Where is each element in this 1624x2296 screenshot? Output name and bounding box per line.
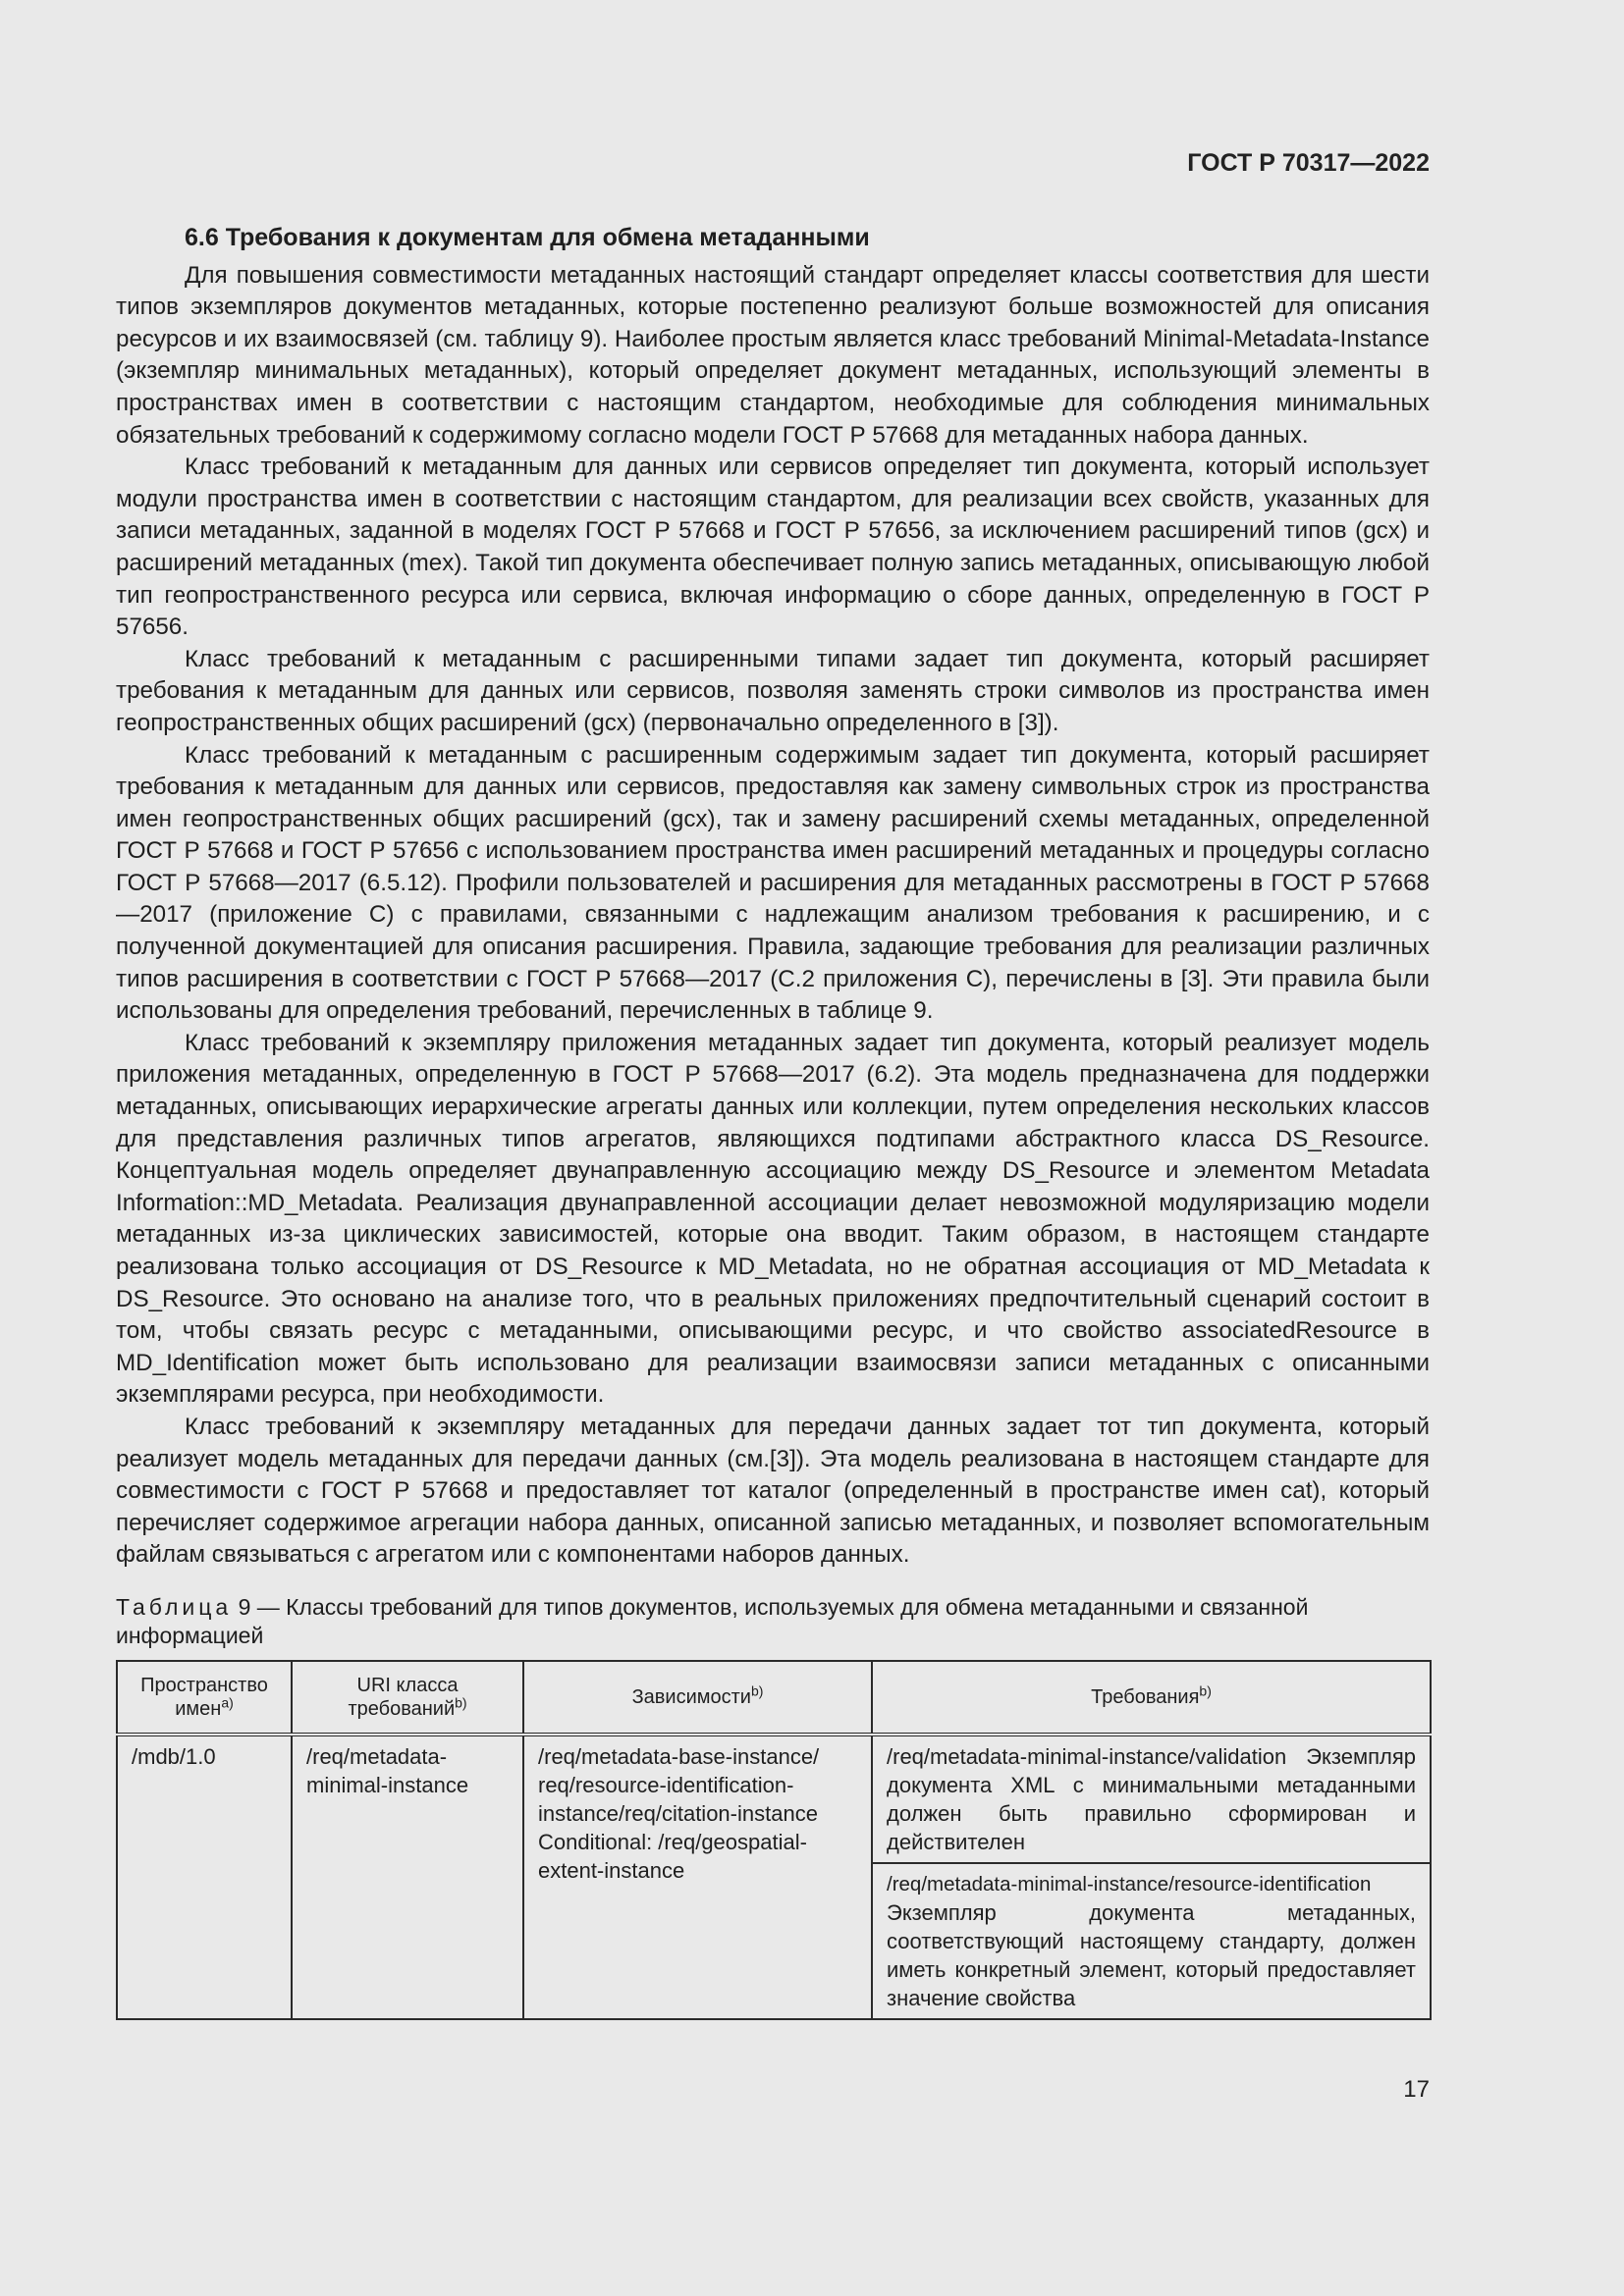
cell-requirement-resource-identification — [872, 1863, 1431, 2019]
table-caption-text: 9 — Классы требований для типов документов, используемых для обмена метаданными и связанной информацией — [116, 1593, 1309, 1648]
header-requirements: Требования$^{b)}$ — [872, 1661, 1431, 1735]
paragraph-3: Класс требований к метаданным с расширенными типами задает тип документа, который расширяет требования к метаданным для данных или сервисов, позволяя заменять строки символов из пространства имен геопространственных общих расширений (gcx) (первоначально определенного в [3]). — [116, 645, 1430, 736]
requirements-table — [116, 1660, 1432, 2020]
cell-uri: /req/metadata-minimal-instance — [292, 1735, 523, 2019]
section-title: 6.6 Требования к документам для обмена метаданными — [185, 224, 870, 251]
paragraph-5: Класс требований к экземпляру приложения метаданных задает тип документа, который реализует модель приложения метаданных, определенную в ГОСТ Р 57668—2017 (6.2). Эта модель предназначена для поддержки метаданных, описывающих иерархические агрегаты данных или коллекции, путем определения нескольких классов для представления различных типов агрегатов, являющихся подтипами абстрактного класса DS_Resource. Концептуальная модель определяет двунаправленную ассоциацию между DS_Resource и элементом Metadata Information::MD_Metadata. Реализация двунаправленной ассоциации делает невозможной модуляризацию модели метаданных из-за циклических зависимостей, которые она вводит. Таким образом, в настоящем стандарте реализована только ассоциация от DS_Resource к MD_Metadata, но не обратная ассоциация от MD_Metadata к DS_Resource. Это основано на анализе того, что в реальных приложениях предпочтительный сценарий состоит в том, чтобы связать ресурс с метаданными, описывающими ресурс, и что свойство associatedResource в MD_Identification может быть использовано для реализации взаимосвязи записи метаданных с описанными экземплярами ресурса, при необходимости. — [116, 1029, 1430, 1409]
paragraph-2: Класс требований к метаданным для данных или сервисов определяет тип документа, который использует модули пространства имен в соответствии с настоящим стандартом, для реализации всех свойств, указанных для записи метаданных, заданной в моделях ГОСТ Р 57668 и ГОСТ Р 57656, за исключением расширений типов (gcx) и расширений метаданных (mex). Такой тип документа обеспечивает полную запись метаданных, описывающую любой тип геопространственного ресурса или сервиса, включая информацию о сборе данных, определенную в ГОСТ Р 57656. — [116, 454, 1430, 641]
requirement-text: Экземпляр документа метаданных, соответствующий настоящему стандарту, должен иметь конкретный элемент, который предоставляет значение свойства — [887, 1899, 1416, 2010]
table-row — [117, 1735, 1431, 1863]
main-content — [116, 222, 1430, 2020]
cell-dependencies: /req/metadata-base-instance/ req/resource-identification-instance/req/citation-instance Conditional: /req/geospatial-extent-instance — [523, 1735, 872, 2019]
header-dependencies: Зависимости$^{b)}$ — [523, 1661, 872, 1735]
cell-namespace: /mdb/1.0 — [117, 1735, 292, 2019]
header-uri: URI класса требований$^{b)}$ — [292, 1661, 523, 1735]
standard-header: ГОСТ Р 70317—2022 — [1187, 149, 1430, 177]
requirement-path: /req/metadata-minimal-instance/resource-identification — [887, 1872, 1372, 1896]
paragraph-1: Для повышения совместимости метаданных настоящий стандарт определяет классы соответствия для шести типов экземпляров документов метаданных, которые постепенно реализуют больше возможностей для описания ресурсов и их взаимосвязей (см. таблицу 9). Наиболее простым является класс требований Minimal-Metadata-Instance (экземпляр минимальных метаданных), который определяет документ метаданных, использующий элементы в пространствах имен в соответствии с настоящим стандартом, необходимые для соблюдения минимальных обязательных требований к содержимому согласно модели ГОСТ Р 57668 для метаданных набора данных. — [116, 261, 1430, 449]
table-header-row — [117, 1661, 1431, 1735]
page-number: 17 — [1403, 2076, 1430, 2103]
paragraph-4: Класс требований к метаданным с расширенным содержимым задает тип документа, который расширяет требования к метаданным для данных или сервисов, предоставляя как замену символьных строк из пространства имен геопространственных общих расширений (gcx), так и замену расширений схемы метаданных, определенной ГОСТ Р 57668 и ГОСТ Р 57656 с использованием пространства имен расширений метаданных и процедуры согласно ГОСТ Р 57668—2017 (6.5.12). Профили пользователей и расширения для метаданных рассмотрены в ГОСТ Р 57668—2017 (приложение С) с правилами, связанными с надлежащим анализом требования к расширению, и с полученной документацией для описания расширения. Правила, задающие требования для реализации различных типов расширения в соответствии с ГОСТ Р 57668—2017 (С.2 приложения С), перечислены в [3]. Эти правила были использованы для определения требований, перечисленных в таблице 9. — [116, 741, 1430, 1025]
table-caption — [116, 1593, 1430, 1650]
paragraph-6: Класс требований к экземпляру метаданных для передачи данных задает тот тип документа, который реализует модель метаданных для передачи данных (см.[3]). Эта модель реализована в настоящем стандарте для совместимости с ГОСТ Р 57668 и предоставляет тот каталог (определенный в пространстве имен cat), который перечисляет содержимое агрегации набора данных, описанной записью метаданных, и позволяет вспомогательным файлам связываться с агрегатом или с компонентами наборов данных. — [116, 1413, 1430, 1569]
header-namespace: Пространство имен$^{a)}$ — [117, 1661, 292, 1735]
cell-requirement-validation: /req/metadata-minimal-instance/validation Экземпляр документа XML с минимальными метаданными должен быть правильно сформирован и действителен — [872, 1735, 1431, 1863]
table-caption-label: Таблица — [116, 1593, 233, 1620]
